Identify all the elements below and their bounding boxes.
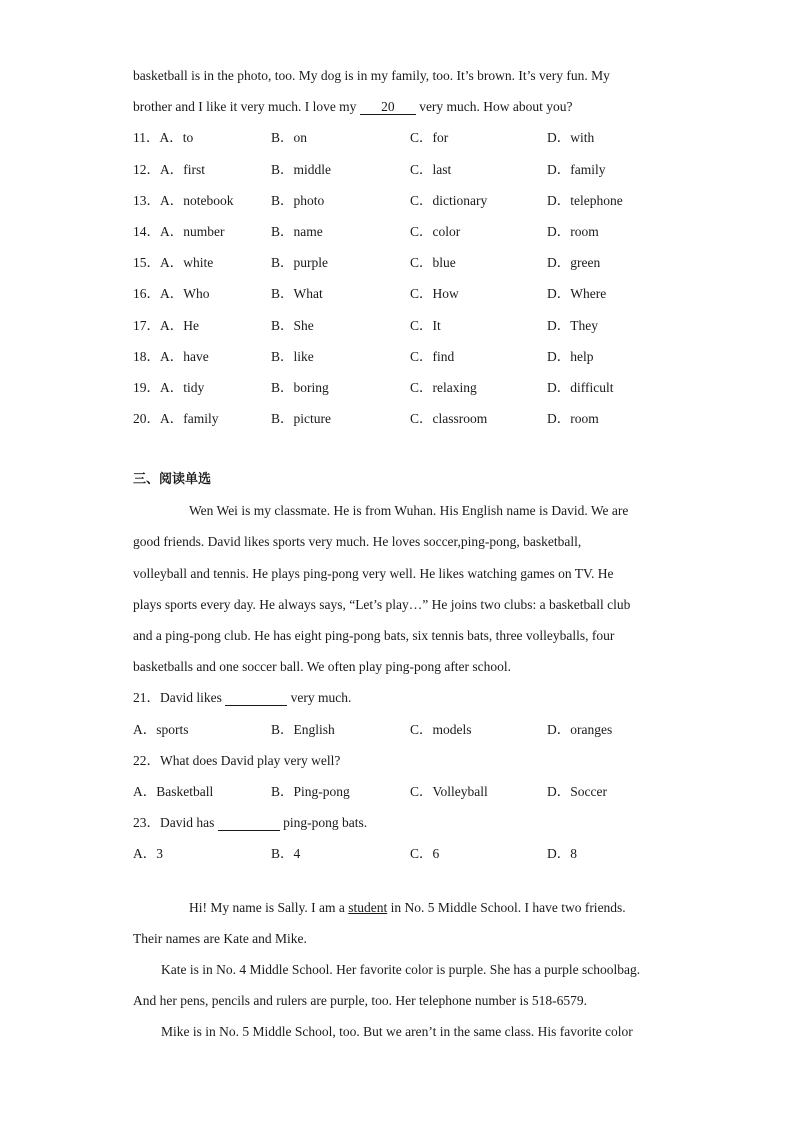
cloze-question-row	[133, 403, 663, 434]
section-title: 三、阅读单选	[133, 472, 212, 488]
cloze-question-row	[133, 216, 663, 247]
passage-line: Wen Wei is my classmate. He is from Wuhan. His English name is David. We are	[189, 503, 629, 519]
cloze-passage-line: basketball is in the photo, too. My dog is in my family, too. It’s brown. It’s very fun. My	[133, 68, 610, 83]
cloze-question-row	[133, 372, 663, 403]
passage-line: Hi! My name is Sally. I am a student in No. 5 Middle School. I have two friends.	[189, 899, 626, 915]
question-number: 15．	[133, 255, 160, 271]
underlined-word: student	[348, 899, 388, 915]
cloze-question-row	[133, 341, 663, 372]
option-c[interactable]: C．color	[410, 223, 461, 239]
option-c[interactable]: C．dictionary	[410, 192, 488, 208]
options-22	[133, 776, 663, 807]
option-a[interactable]: 19．A．tidy	[133, 379, 205, 395]
passage-line: volleyball and tennis. He plays ping-pong very well. He likes watching games on TV. He	[133, 565, 614, 581]
option-c[interactable]: C．blue	[410, 255, 456, 271]
passage-line: and a ping-pong club. He has eight ping-pong bats, six tennis bats, three volleyballs, four	[133, 628, 615, 643]
option-b[interactable]: B．English	[271, 721, 335, 737]
option-d[interactable]: D．green	[547, 255, 601, 271]
question-number: 17．	[133, 317, 160, 333]
option-b[interactable]: B．She	[271, 317, 314, 333]
options-23	[133, 838, 663, 869]
option-d[interactable]: D．difficult	[547, 379, 614, 395]
option-c[interactable]: C．last	[410, 161, 452, 177]
cloze-question-row	[133, 122, 663, 153]
option-a[interactable]: 11．A．to	[133, 130, 194, 146]
cloze-passage-line: brother and I like it very much. I love my 20 very much. How about you?	[133, 99, 573, 115]
option-b[interactable]: B．on	[271, 130, 308, 146]
option-d[interactable]: D．telephone	[547, 192, 623, 208]
option-b[interactable]: B．photo	[271, 192, 325, 208]
option-a[interactable]: 20．A．family	[133, 411, 219, 427]
option-b[interactable]: B．purple	[271, 255, 328, 271]
options-21	[133, 714, 663, 745]
option-b[interactable]: B．What	[271, 286, 323, 302]
option-c[interactable]: C．find	[410, 348, 455, 364]
question-number: 18．	[133, 348, 160, 364]
answer-blank	[225, 691, 287, 706]
option-d[interactable]: D．with	[547, 130, 595, 146]
cloze-question-row	[133, 278, 663, 309]
blank-20: 20	[360, 100, 416, 115]
passage-line: Their names are Kate and Mike.	[133, 930, 307, 946]
option-d[interactable]: D．room	[547, 223, 599, 239]
question-number: 11．	[133, 130, 160, 146]
option-d[interactable]: D．family	[547, 161, 606, 177]
cloze-question-row	[133, 154, 663, 185]
option-c[interactable]: C．models	[410, 721, 472, 737]
option-a[interactable]: A．Basketball	[133, 783, 214, 799]
option-b[interactable]: B．name	[271, 223, 323, 239]
option-a[interactable]: 16．A．Who	[133, 286, 210, 302]
exam-page	[133, 60, 663, 1047]
question-21: 21．David likes very much.	[133, 690, 352, 706]
option-d[interactable]: D．oranges	[547, 721, 613, 737]
option-c[interactable]: C．6	[410, 846, 440, 862]
option-c[interactable]: C．for	[410, 130, 449, 146]
option-c[interactable]: C．Volleyball	[410, 783, 488, 799]
question-number: 12．	[133, 161, 160, 177]
passage-line: And her pens, pencils and rulers are purple, too. Her telephone number is 518-6579.	[133, 993, 587, 1009]
passage-line: plays sports every day. He always says, “Let’s play…” He joins two clubs: a basketball club	[133, 596, 631, 612]
passage-line: good friends. David likes sports very much. He loves soccer,ping-pong, basketball,	[133, 534, 582, 550]
option-a[interactable]: A．sports	[133, 721, 189, 737]
option-d[interactable]: D．Soccer	[547, 783, 607, 799]
option-b[interactable]: B．4	[271, 846, 301, 862]
option-d[interactable]: D．8	[547, 846, 577, 862]
option-c[interactable]: C．classroom	[410, 411, 488, 427]
question-number: 14．	[133, 223, 160, 239]
option-d[interactable]: D．Where	[547, 286, 607, 302]
answer-blank	[218, 816, 280, 831]
option-b[interactable]: B．middle	[271, 161, 331, 177]
option-c[interactable]: C．It	[410, 317, 441, 333]
question-number: 13．	[133, 192, 160, 208]
question-23: 23．David has ping-pong bats.	[133, 815, 368, 831]
option-b[interactable]: B．picture	[271, 411, 331, 427]
option-d[interactable]: D．They	[547, 317, 598, 333]
option-a[interactable]: 12．A．first	[133, 161, 205, 177]
option-a[interactable]: 18．A．have	[133, 348, 209, 364]
option-b[interactable]: B．Ping-pong	[271, 783, 350, 799]
option-a[interactable]: 17．A．He	[133, 317, 199, 333]
cloze-question-row	[133, 185, 663, 216]
cloze-question-row	[133, 247, 663, 278]
question-number: 16．	[133, 286, 160, 302]
passage-line: Kate is in No. 4 Middle School. Her favorite color is purple. She has a purple schoolbag.	[161, 961, 641, 977]
option-a[interactable]: 13．A．notebook	[133, 192, 234, 208]
passage-line: Mike is in No. 5 Middle School, too. But we aren’t in the same class. His favorite color	[161, 1024, 633, 1040]
option-b[interactable]: B．like	[271, 348, 314, 364]
question-number: 20．	[133, 411, 160, 427]
option-a[interactable]: 15．A．white	[133, 255, 214, 271]
option-c[interactable]: C．relaxing	[410, 379, 477, 395]
question-22: 22．What does David play very well?	[133, 752, 341, 768]
option-b[interactable]: B．boring	[271, 379, 329, 395]
option-c[interactable]: C．How	[410, 286, 459, 302]
question-number: 19．	[133, 379, 160, 395]
cloze-question-list	[133, 122, 663, 434]
option-a[interactable]: 14．A．number	[133, 223, 225, 239]
passage-line: basketballs and one soccer ball. We often play ping-pong after school.	[133, 659, 512, 675]
option-d[interactable]: D．help	[547, 348, 594, 364]
option-d[interactable]: D．room	[547, 411, 599, 427]
cloze-question-row	[133, 310, 663, 341]
option-a[interactable]: A．3	[133, 846, 163, 862]
